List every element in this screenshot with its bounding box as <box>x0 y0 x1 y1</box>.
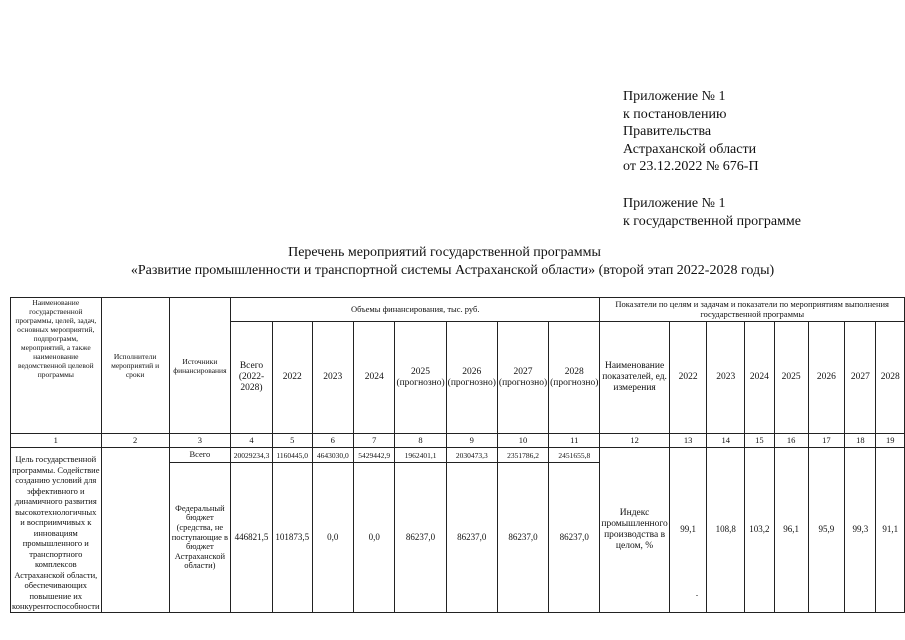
appendix-to-program <box>623 195 801 230</box>
column-number: 14 <box>707 434 745 448</box>
header-sources: Источники финансирования <box>169 298 231 434</box>
header-name: Наименование государственной программы, целей, задач, основных мероприятий, подпрограмм, мероприятий, а также наименование ведомственной целевой программы <box>11 298 102 434</box>
total-value: 1160445,0 <box>272 448 312 463</box>
header-ind-year: 2023 <box>707 322 745 434</box>
total-value: 2351786,2 <box>497 448 548 463</box>
header-ind-year: 2026 <box>808 322 845 434</box>
header-ind-year: 2024 <box>745 322 774 434</box>
header-fin-col: 2024 <box>354 322 395 434</box>
header-fin-col: Всего (2022-2028) <box>231 322 273 434</box>
total-value: 4643030,0 <box>312 448 353 463</box>
header-fin-col: 2026 (прогнозно) <box>446 322 497 434</box>
column-number: 18 <box>845 434 876 448</box>
column-number: 7 <box>354 434 395 448</box>
column-number: 5 <box>272 434 312 448</box>
column-number: 1 <box>11 434 102 448</box>
indicator-value: 95,9 <box>808 448 845 613</box>
total-financing-row <box>11 448 905 463</box>
appendix-line: Правительства <box>623 124 712 139</box>
column-number: 13 <box>669 434 707 448</box>
header-indicator-name: Наименование показателей, ед. измерения <box>600 322 669 434</box>
column-number: 6 <box>312 434 353 448</box>
total-value: 20029234,3 <box>231 448 273 463</box>
column-number: 11 <box>549 434 600 448</box>
column-number: 2 <box>101 434 169 448</box>
total-value: 2451655,8 <box>549 448 600 463</box>
column-number: 19 <box>876 434 905 448</box>
column-number: 3 <box>169 434 231 448</box>
total-value: 2030473,3 <box>446 448 497 463</box>
executors-cell <box>101 448 169 613</box>
column-number: 12 <box>600 434 669 448</box>
source-federal: Федеральный бюджет (средства, не поступающие в бюджет Астраханской области) <box>169 463 231 612</box>
appendix-line: от 23.12.2022 № 676-П <box>623 159 759 174</box>
header-fin-col: 2023 <box>312 322 353 434</box>
header-fin-col: 2022 <box>272 322 312 434</box>
appendix-line: Астраханской области <box>623 141 757 157</box>
header-indicators-group: Показатели по целям и задачам и показатели по мероприятиям выполнения государственной программы <box>600 298 905 322</box>
column-number: 4 <box>231 434 273 448</box>
appendix-line: к постановлению <box>623 106 727 122</box>
indicator-value: 99,3 <box>845 448 876 613</box>
appendix-to-resolution <box>623 88 759 176</box>
header-fin-col: 2027 (прогнозно) <box>497 322 548 434</box>
federal-value: 86237,0 <box>549 463 600 612</box>
document-title: Перечень мероприятий государственной программы <box>288 245 601 260</box>
appendix-line: Приложение № 1 <box>623 196 726 211</box>
federal-value: 101873,5 <box>272 463 312 612</box>
header-executors: Исполнители мероприятий и сроки <box>101 298 169 434</box>
program-measures-table <box>10 297 905 613</box>
federal-value: 86237,0 <box>395 463 446 612</box>
scan-speck <box>696 595 698 596</box>
indicator-value: 91,1 <box>876 448 905 613</box>
header-financing-group: Объемы финансирования, тыс. руб. <box>231 298 600 322</box>
federal-value: 446821,5 <box>231 463 273 612</box>
document-subtitle: «Развитие промышленности и транспортной системы Астраханской области» (второй этап 2022-2028 годы) <box>130 263 775 278</box>
appendix-line: Приложение № 1 <box>623 89 726 104</box>
header-fin-col: 2025 (прогнозно) <box>395 322 446 434</box>
column-number: 16 <box>774 434 808 448</box>
federal-value: 0,0 <box>354 463 395 612</box>
indicator-value: 103,2 <box>745 448 774 613</box>
column-number: 9 <box>446 434 497 448</box>
federal-value: 86237,0 <box>497 463 548 612</box>
total-value: 1962401,1 <box>395 448 446 463</box>
indicator-name: Индекс промышленного производства в целом, % <box>600 448 669 613</box>
header-fin-col: 2028 (прогнозно) <box>549 322 600 434</box>
program-goal-text: Цель государственной программы. Содействие созданию условий для эффективного и динамичного развития высокотехнологичных и восприимчивых к инновациям промышленного и транспортного комплексов Астраханской области, обеспечивающих повышение их конкурентоспособности <box>11 448 102 613</box>
appendix-line: к государственной программе <box>623 213 801 229</box>
indicator-value: 99,1 <box>669 448 707 613</box>
total-value: 5429442,9 <box>354 448 395 463</box>
column-number: 17 <box>808 434 845 448</box>
indicator-value: 108,8 <box>707 448 745 613</box>
header-ind-year: 2027 <box>845 322 876 434</box>
column-number-row <box>11 434 905 448</box>
header-ind-year: 2025 <box>774 322 808 434</box>
column-number: 15 <box>745 434 774 448</box>
federal-value: 0,0 <box>312 463 353 612</box>
indicator-value: 96,1 <box>774 448 808 613</box>
column-number: 10 <box>497 434 548 448</box>
column-number: 8 <box>395 434 446 448</box>
federal-value: 86237,0 <box>446 463 497 612</box>
header-ind-year: 2022 <box>669 322 707 434</box>
header-ind-year: 2028 <box>876 322 905 434</box>
source-total: Всего <box>169 448 231 463</box>
